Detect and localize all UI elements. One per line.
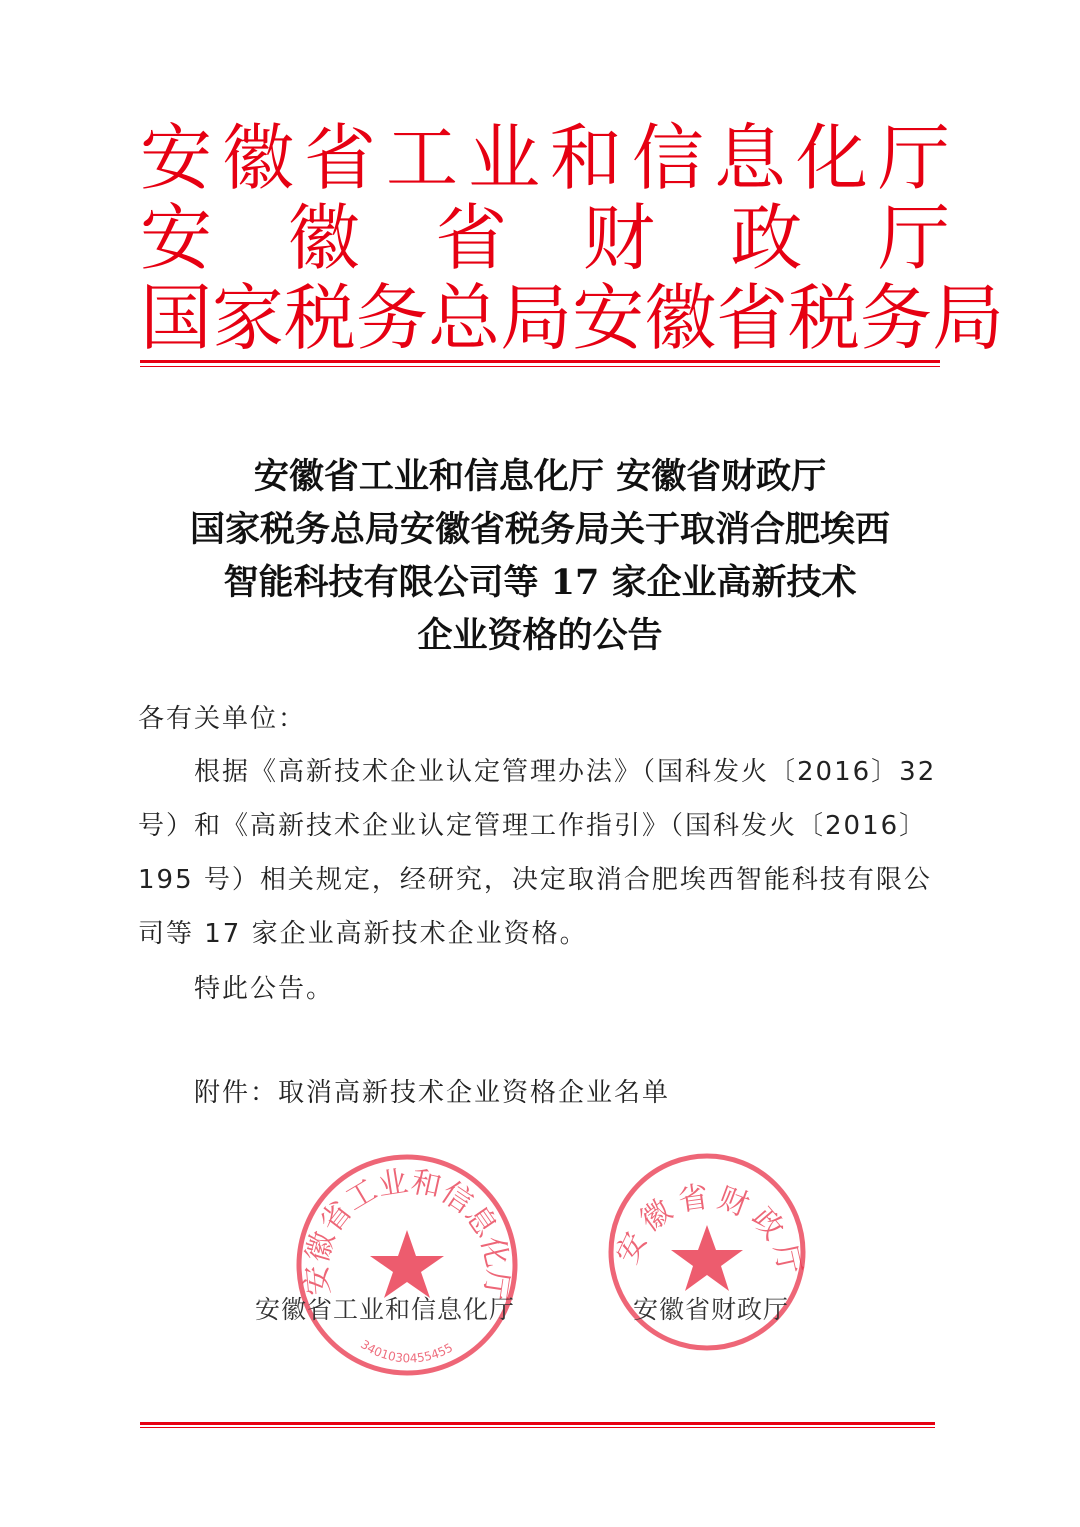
letterhead bbox=[140, 116, 1005, 360]
letterhead-line2-char-5: 厅 bbox=[877, 196, 950, 280]
letterhead-line1-char-7: 息 bbox=[713, 116, 786, 200]
letterhead-line1-char-4: 业 bbox=[467, 116, 540, 200]
letterhead-line-1 bbox=[140, 118, 950, 198]
paragraph-row-1: 根据《高新技术企业认定管理办法》（国科发火〔2016〕32 bbox=[138, 757, 937, 787]
attachment-note: 附件：取消高新技术企业资格企业名单 bbox=[194, 1078, 671, 1108]
letterhead-line3-char-7: 徽 bbox=[644, 276, 717, 360]
paragraph-row-3: 195 号）相关规定，经研究，决定取消合肥埃西智能科技有限公 bbox=[138, 865, 932, 895]
body-paragraph bbox=[138, 745, 938, 961]
title-line-2: 国家税务总局安徽省税务局关于取消合肥埃西 bbox=[189, 509, 890, 550]
letterhead-line1-char-1: 徽 bbox=[221, 116, 294, 200]
footer-divider bbox=[140, 1422, 935, 1425]
letterhead-line2-char-4: 政 bbox=[730, 196, 803, 280]
letterhead-line-3 bbox=[140, 276, 1005, 360]
signature-finance: 安徽省财政厅 bbox=[633, 1295, 790, 1324]
salutation: 各有关单位： bbox=[138, 704, 307, 734]
paragraph-row-4: 司等 17 家企业高新技术企业资格。 bbox=[138, 919, 588, 949]
svg-text:3401030455455: 3401030455455 bbox=[358, 1337, 456, 1366]
letterhead-line2-char-3: 财 bbox=[582, 196, 655, 280]
letterhead-line3-char-4: 总 bbox=[428, 276, 501, 360]
letterhead-line3-char-8: 省 bbox=[716, 276, 789, 360]
letterhead-line1-char-6: 信 bbox=[631, 116, 704, 200]
letterhead-line1-char-2: 省 bbox=[303, 116, 376, 200]
letterhead-line1-char-8: 化 bbox=[795, 116, 868, 200]
paragraph-row-2: 号）和《高新技术企业认定管理工作指引》（国科发火〔2016〕 bbox=[138, 811, 928, 841]
letterhead-line-2 bbox=[140, 198, 950, 278]
letterhead-line2-char-1: 徽 bbox=[287, 196, 360, 280]
letterhead-line3-char-2: 税 bbox=[284, 276, 357, 360]
letterhead-line3-char-5: 局 bbox=[500, 276, 573, 360]
letterhead-line2-char-2: 省 bbox=[435, 196, 508, 280]
letterhead-line3-char-1: 家 bbox=[212, 276, 285, 360]
closing-remark: 特此公告。 bbox=[194, 974, 335, 1004]
letterhead-line1-char-3: 工 bbox=[385, 116, 458, 200]
letterhead-line1-char-5: 和 bbox=[549, 116, 622, 200]
letterhead-line3-char-10: 务 bbox=[860, 276, 933, 360]
letterhead-line1-char-9: 厅 bbox=[877, 116, 950, 200]
title-line-4: 企业资格的公告 bbox=[417, 615, 663, 656]
letterhead-line3-char-9: 税 bbox=[788, 276, 861, 360]
letterhead-line3-char-3: 务 bbox=[356, 276, 429, 360]
svg-text:安徽省工业和信息化厅: 安徽省工业和信息化厅 bbox=[299, 1164, 516, 1303]
title-line-3: 智能科技有限公司等 17 家企业高新技术 bbox=[223, 562, 857, 603]
letterhead-divider bbox=[140, 360, 940, 363]
letterhead-line3-char-0: 国 bbox=[140, 276, 213, 360]
letterhead-line2-char-0: 安 bbox=[140, 196, 213, 280]
letterhead-line3-char-11: 局 bbox=[932, 276, 1005, 360]
signature-industry: 安徽省工业和信息化厅 bbox=[255, 1295, 516, 1324]
svg-text:安徽省财政厅: 安徽省财政厅 bbox=[609, 1178, 809, 1284]
document-title bbox=[100, 450, 980, 662]
letterhead-line1-char-0: 安 bbox=[140, 116, 213, 200]
title-line-1: 安徽省工业和信息化厅 安徽省财政厅 bbox=[253, 456, 827, 497]
letterhead-line3-char-6: 安 bbox=[572, 276, 645, 360]
official-seal-industry bbox=[292, 1150, 522, 1380]
